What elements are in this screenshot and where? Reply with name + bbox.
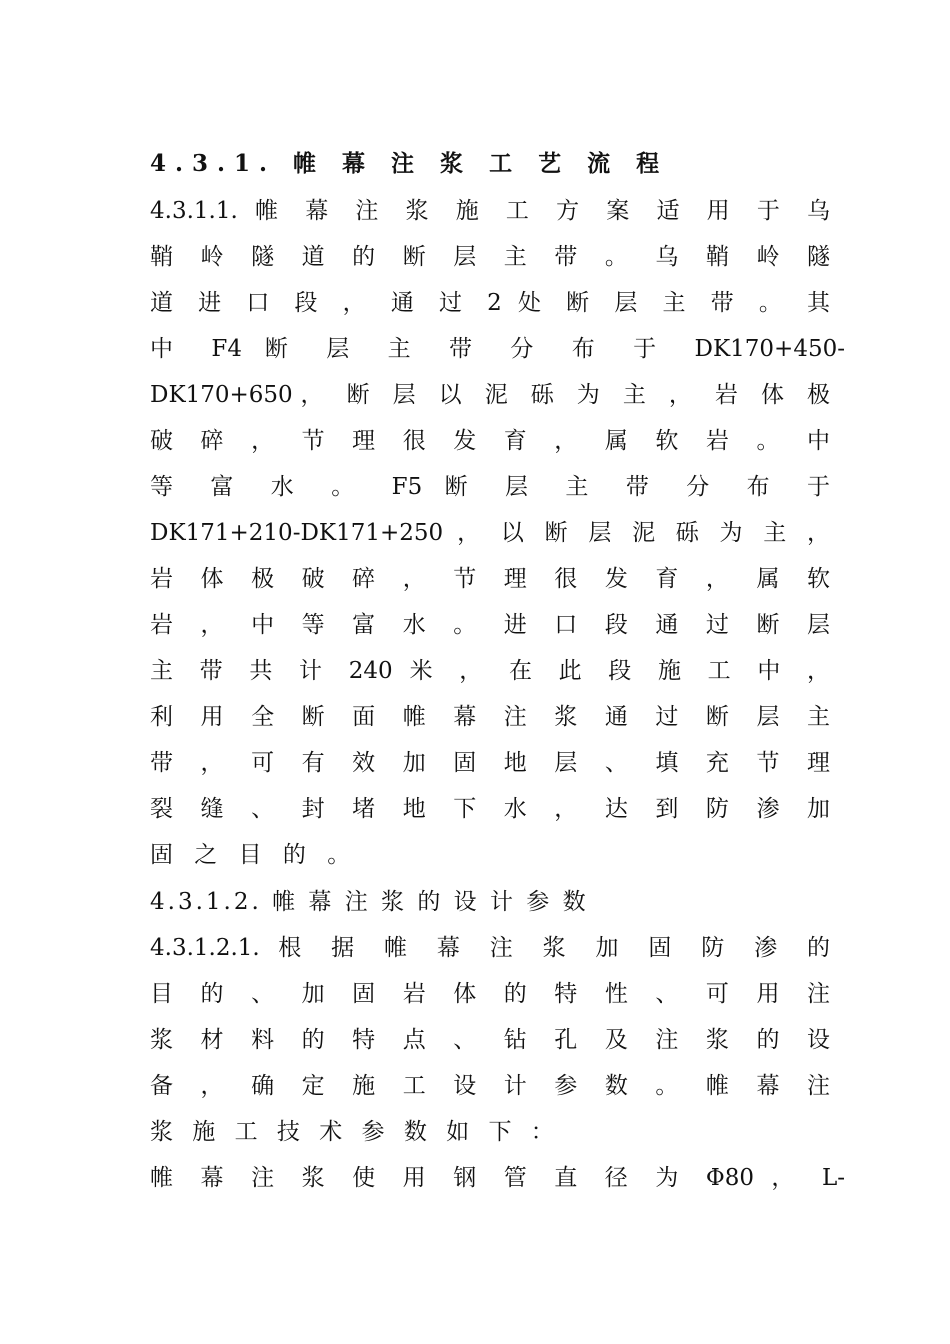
paragraph-line: 岩 ， 中 等 富 水 。 进 口 段 通 过 断 层	[150, 612, 830, 638]
paragraph-line: 目 的 、 加 固 岩 体 的 特 性 、 可 用 注	[150, 981, 830, 1007]
paragraph-line: 利 用 全 断 面 帷 幕 注 浆 通 过 断 层 主	[150, 704, 830, 730]
paragraph-line: 浆 材 料 的 特 点 、 钻 孔 及 注 浆 的 设	[150, 1027, 830, 1053]
paragraph-line: 裂 缝 、 封 堵 地 下 水 ， 达 到 防 渗 加	[150, 796, 830, 822]
paragraph-line: 备 ， 确 定 施 工 设 计 参 数 。 帷 幕 注	[150, 1073, 830, 1099]
paragraph-line: DK170+650， 断 层 以 泥 砾 为 主 ， 岩 体 极	[150, 382, 830, 408]
paragraph-line: 主 带 共 计 240 米 ， 在 此 段 施 工 中 ，	[150, 658, 830, 684]
paragraph-line: 4.3.1.1. 帷 幕 注 浆 施 工 方 案 适 用 于 乌	[150, 198, 830, 224]
subsection-heading: 4.3.1.2. 帷 幕 注 浆 的 设 计 参 数	[150, 889, 589, 915]
paragraph-line: 浆 施 工 技 术 参 数 如 下 ：	[150, 1119, 560, 1145]
paragraph-line: 帷 幕 注 浆 使 用 钢 管 直 径 为 Φ80 ， L-	[150, 1165, 845, 1191]
paragraph-line: DK171+210-DK171+250 ， 以 断 层 泥 砾 为 主 ，	[150, 520, 830, 546]
paragraph-line: 中 F4 断 层 主 带 分 布 于 DK170+450-	[150, 336, 845, 362]
paragraph-line: 道 进 口 段 ， 通 过 2 处 断 层 主 带 。 其	[150, 290, 830, 316]
paragraph-line: 固 之 目 的 。	[150, 842, 358, 868]
paragraph-line: 鞘 岭 隧 道 的 断 层 主 带 。 乌 鞘 岭 隧	[150, 244, 830, 270]
section-heading: 4.3.1. 帷 幕 注 浆 工 艺 流 程	[150, 150, 669, 177]
paragraph-line: 破 碎 ， 节 理 很 发 育 ， 属 软 岩 。 中	[150, 428, 830, 454]
paragraph-line: 等 富 水 。 F5 断 层 主 带 分 布 于	[150, 474, 830, 500]
paragraph-line: 4.3.1.2.1. 根 据 帷 幕 注 浆 加 固 防 渗 的	[150, 935, 830, 961]
paragraph-line: 岩 体 极 破 碎 ， 节 理 很 发 育 ， 属 软	[150, 566, 830, 592]
paragraph-line: 带 ， 可 有 效 加 固 地 层 、 填 充 节 理	[150, 750, 830, 776]
